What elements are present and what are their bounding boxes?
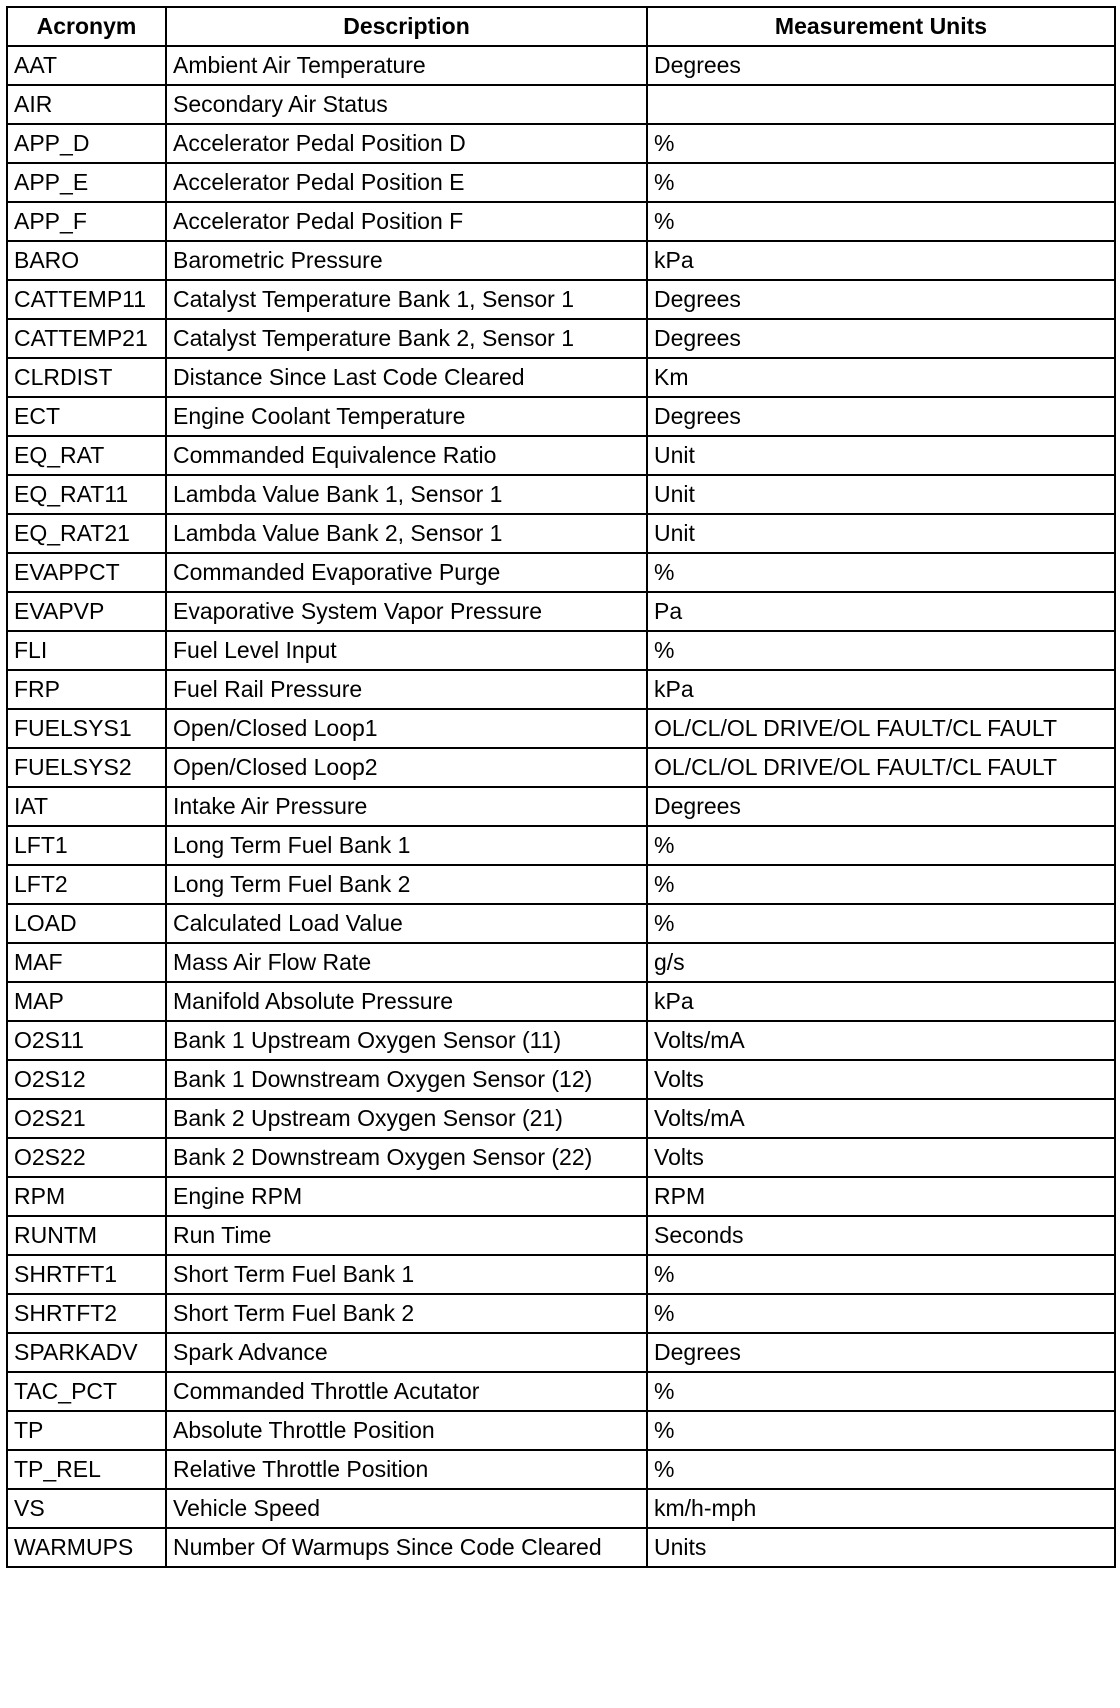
table-row — [7, 709, 1115, 748]
acronym-cell: IAT — [7, 787, 166, 826]
description-cell: Bank 2 Upstream Oxygen Sensor (21) — [166, 1099, 647, 1138]
description-cell: Lambda Value Bank 1, Sensor 1 — [166, 475, 647, 514]
acronym-cell: SHRTFT1 — [7, 1255, 166, 1294]
acronym-cell: TP_REL — [7, 1450, 166, 1489]
description-cell: Manifold Absolute Pressure — [166, 982, 647, 1021]
table-row — [7, 592, 1115, 631]
description-cell: Distance Since Last Code Cleared — [166, 358, 647, 397]
units-cell: % — [647, 631, 1115, 670]
description-cell: Short Term Fuel Bank 2 — [166, 1294, 647, 1333]
table-row — [7, 397, 1115, 436]
description-cell: Bank 1 Downstream Oxygen Sensor (12) — [166, 1060, 647, 1099]
table-row — [7, 1333, 1115, 1372]
table-row — [7, 1450, 1115, 1489]
acronym-cell: FRP — [7, 670, 166, 709]
units-cell: % — [647, 202, 1115, 241]
units-cell: Unit — [647, 436, 1115, 475]
units-cell: Degrees — [647, 397, 1115, 436]
table-row — [7, 631, 1115, 670]
units-cell: Km — [647, 358, 1115, 397]
table-row — [7, 1294, 1115, 1333]
acronym-cell: TAC_PCT — [7, 1372, 166, 1411]
table-row — [7, 943, 1115, 982]
description-cell: Fuel Level Input — [166, 631, 647, 670]
description-cell: Relative Throttle Position — [166, 1450, 647, 1489]
table-header-row — [7, 7, 1115, 46]
description-cell: Calculated Load Value — [166, 904, 647, 943]
table-row — [7, 1372, 1115, 1411]
units-cell: OL/CL/OL DRIVE/OL FAULT/CL FAULT — [647, 709, 1115, 748]
description-cell: Number Of Warmups Since Code Cleared — [166, 1528, 647, 1567]
acronym-cell: O2S12 — [7, 1060, 166, 1099]
description-cell: Ambient Air Temperature — [166, 46, 647, 85]
units-cell: OL/CL/OL DRIVE/OL FAULT/CL FAULT — [647, 748, 1115, 787]
description-cell: Commanded Evaporative Purge — [166, 553, 647, 592]
description-cell: Vehicle Speed — [166, 1489, 647, 1528]
acronym-cell: APP_E — [7, 163, 166, 202]
table-row — [7, 1528, 1115, 1567]
table-row — [7, 475, 1115, 514]
units-cell: RPM — [647, 1177, 1115, 1216]
acronym-cell: MAF — [7, 943, 166, 982]
acronym-cell: O2S21 — [7, 1099, 166, 1138]
table-row — [7, 1411, 1115, 1450]
description-cell: Secondary Air Status — [166, 85, 647, 124]
description-cell: Short Term Fuel Bank 1 — [166, 1255, 647, 1294]
units-cell: Volts — [647, 1060, 1115, 1099]
table-row — [7, 787, 1115, 826]
description-cell: Lambda Value Bank 2, Sensor 1 — [166, 514, 647, 553]
units-cell: % — [647, 826, 1115, 865]
acronym-cell: LFT2 — [7, 865, 166, 904]
description-cell: Commanded Throttle Acutator — [166, 1372, 647, 1411]
description-cell: Open/Closed Loop2 — [166, 748, 647, 787]
acronym-cell: EQ_RAT21 — [7, 514, 166, 553]
units-cell: % — [647, 1411, 1115, 1450]
description-cell: Accelerator Pedal Position F — [166, 202, 647, 241]
acronym-cell: LFT1 — [7, 826, 166, 865]
table-row — [7, 1021, 1115, 1060]
units-cell: Degrees — [647, 280, 1115, 319]
table-row — [7, 124, 1115, 163]
units-cell: Degrees — [647, 319, 1115, 358]
acronym-cell: CATTEMP21 — [7, 319, 166, 358]
acronym-cell: LOAD — [7, 904, 166, 943]
units-cell: km/h-mph — [647, 1489, 1115, 1528]
description-cell: Run Time — [166, 1216, 647, 1255]
units-cell: Degrees — [647, 787, 1115, 826]
units-cell — [647, 85, 1115, 124]
table-row — [7, 1489, 1115, 1528]
acronym-cell: BARO — [7, 241, 166, 280]
units-cell: kPa — [647, 241, 1115, 280]
table-row — [7, 1216, 1115, 1255]
units-cell: Volts — [647, 1138, 1115, 1177]
acronym-cell: ECT — [7, 397, 166, 436]
acronym-cell: TP — [7, 1411, 166, 1450]
table-row — [7, 241, 1115, 280]
table-row — [7, 982, 1115, 1021]
header-acronym: Acronym — [7, 7, 166, 46]
description-cell: Bank 2 Downstream Oxygen Sensor (22) — [166, 1138, 647, 1177]
description-cell: Barometric Pressure — [166, 241, 647, 280]
description-cell: Long Term Fuel Bank 2 — [166, 865, 647, 904]
description-cell: Spark Advance — [166, 1333, 647, 1372]
units-cell: % — [647, 865, 1115, 904]
units-cell: % — [647, 124, 1115, 163]
units-cell: kPa — [647, 982, 1115, 1021]
acronym-cell: O2S11 — [7, 1021, 166, 1060]
units-cell: Volts/mA — [647, 1021, 1115, 1060]
description-cell: Accelerator Pedal Position D — [166, 124, 647, 163]
header-description: Description — [166, 7, 647, 46]
description-cell: Bank 1 Upstream Oxygen Sensor (11) — [166, 1021, 647, 1060]
units-cell: % — [647, 1450, 1115, 1489]
description-cell: Absolute Throttle Position — [166, 1411, 647, 1450]
description-cell: Long Term Fuel Bank 1 — [166, 826, 647, 865]
description-cell: Engine Coolant Temperature — [166, 397, 647, 436]
table-row — [7, 46, 1115, 85]
acronym-table-sheet — [6, 6, 1114, 1568]
units-cell: % — [647, 904, 1115, 943]
acronym-cell: AIR — [7, 85, 166, 124]
table-row — [7, 553, 1115, 592]
table-row — [7, 358, 1115, 397]
acronym-cell: RUNTM — [7, 1216, 166, 1255]
acronym-cell: EVAPVP — [7, 592, 166, 631]
units-cell: Unit — [647, 475, 1115, 514]
acronym-cell: EVAPPCT — [7, 553, 166, 592]
acronym-cell: O2S22 — [7, 1138, 166, 1177]
table-row — [7, 904, 1115, 943]
units-cell: Degrees — [647, 46, 1115, 85]
acronym-cell: MAP — [7, 982, 166, 1021]
table-row — [7, 670, 1115, 709]
description-cell: Intake Air Pressure — [166, 787, 647, 826]
acronym-cell: FLI — [7, 631, 166, 670]
acronym-cell: VS — [7, 1489, 166, 1528]
table-row — [7, 163, 1115, 202]
description-cell: Catalyst Temperature Bank 1, Sensor 1 — [166, 280, 647, 319]
table-row — [7, 1255, 1115, 1294]
acronym-cell: RPM — [7, 1177, 166, 1216]
acronym-cell: SPARKADV — [7, 1333, 166, 1372]
units-cell: Degrees — [647, 1333, 1115, 1372]
acronym-cell: EQ_RAT11 — [7, 475, 166, 514]
units-cell: g/s — [647, 943, 1115, 982]
table-row — [7, 436, 1115, 475]
description-cell: Commanded Equivalence Ratio — [166, 436, 647, 475]
units-cell: kPa — [647, 670, 1115, 709]
table-row — [7, 1099, 1115, 1138]
table-row — [7, 1177, 1115, 1216]
description-cell: Open/Closed Loop1 — [166, 709, 647, 748]
acronym-cell: CLRDIST — [7, 358, 166, 397]
units-cell: Seconds — [647, 1216, 1115, 1255]
description-cell: Catalyst Temperature Bank 2, Sensor 1 — [166, 319, 647, 358]
table-row — [7, 514, 1115, 553]
description-cell: Evaporative System Vapor Pressure — [166, 592, 647, 631]
table-row — [7, 826, 1115, 865]
units-cell: % — [647, 1294, 1115, 1333]
acronym-cell: APP_F — [7, 202, 166, 241]
units-cell: % — [647, 163, 1115, 202]
acronym-cell: APP_D — [7, 124, 166, 163]
acronym-cell: FUELSYS2 — [7, 748, 166, 787]
table-row — [7, 85, 1115, 124]
table-body — [7, 46, 1115, 1567]
units-cell: Unit — [647, 514, 1115, 553]
table-row — [7, 202, 1115, 241]
units-cell: Pa — [647, 592, 1115, 631]
acronym-cell: EQ_RAT — [7, 436, 166, 475]
acronym-cell: SHRTFT2 — [7, 1294, 166, 1333]
acronym-cell: CATTEMP11 — [7, 280, 166, 319]
units-cell: % — [647, 1255, 1115, 1294]
description-cell: Engine RPM — [166, 1177, 647, 1216]
acronym-cell: AAT — [7, 46, 166, 85]
obd-parameter-table — [6, 6, 1116, 1568]
header-measurement-units: Measurement Units — [647, 7, 1115, 46]
description-cell: Fuel Rail Pressure — [166, 670, 647, 709]
table-row — [7, 1060, 1115, 1099]
table-row — [7, 748, 1115, 787]
table-row — [7, 1138, 1115, 1177]
description-cell: Accelerator Pedal Position E — [166, 163, 647, 202]
acronym-cell: WARMUPS — [7, 1528, 166, 1567]
description-cell: Mass Air Flow Rate — [166, 943, 647, 982]
units-cell: Volts/mA — [647, 1099, 1115, 1138]
table-row — [7, 319, 1115, 358]
units-cell: Units — [647, 1528, 1115, 1567]
units-cell: % — [647, 553, 1115, 592]
units-cell: % — [647, 1372, 1115, 1411]
table-row — [7, 865, 1115, 904]
table-row — [7, 280, 1115, 319]
acronym-cell: FUELSYS1 — [7, 709, 166, 748]
